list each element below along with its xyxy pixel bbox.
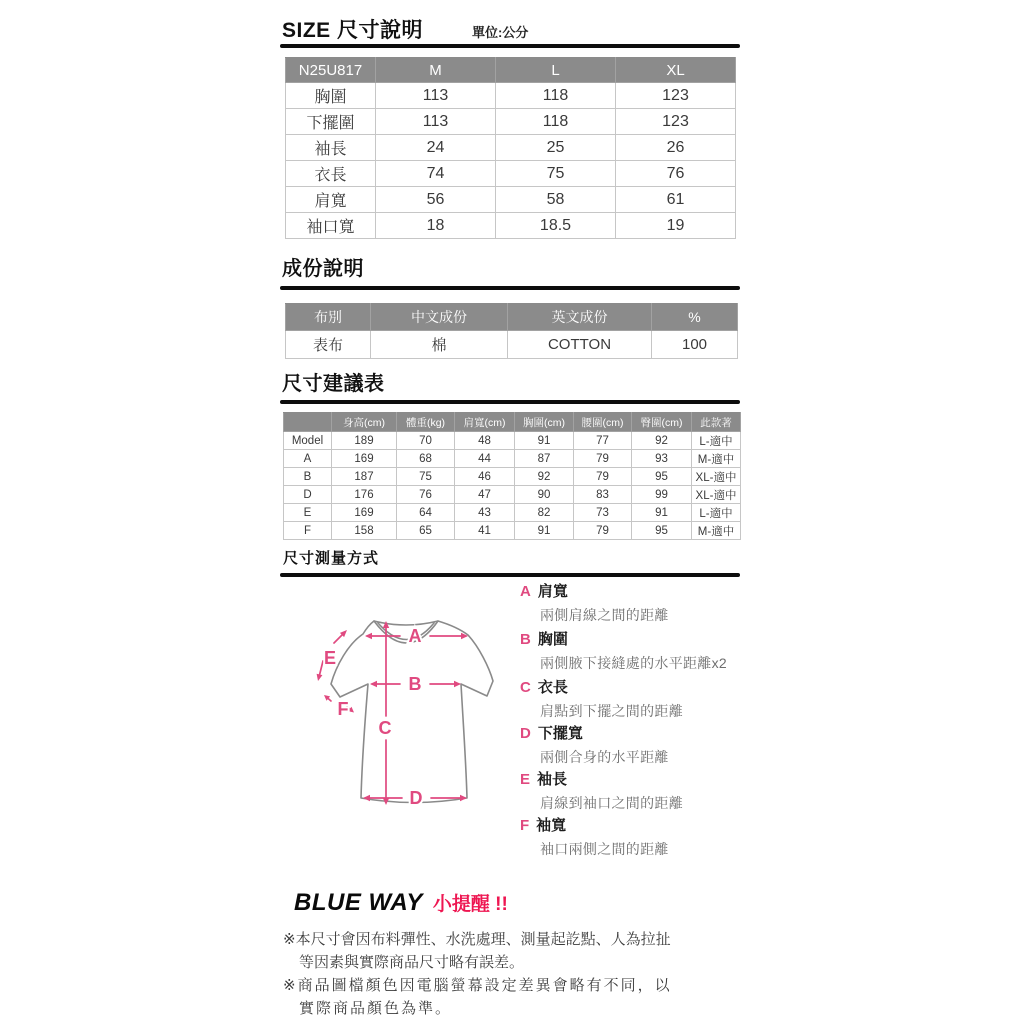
- table-row: [286, 187, 736, 213]
- measure-name: 袖寬: [536, 817, 567, 834]
- col-header: 身高(cm): [332, 413, 397, 432]
- table-row: [284, 486, 741, 504]
- measure-item-e: [520, 768, 745, 813]
- arrow-line-e-upper: [334, 634, 343, 643]
- cell-value: 70: [397, 432, 455, 450]
- size-col-header: XL: [616, 58, 736, 83]
- disclaimer-line: ※本尺寸會因布料彈性、水洗處理、測量起訖點、人為拉扯: [283, 931, 671, 948]
- cell-value: 90: [515, 486, 574, 504]
- cell-value: 76: [397, 486, 455, 504]
- diagram-letter-f: F: [337, 699, 349, 719]
- row-label: 胸圍: [286, 83, 376, 109]
- composition-section-title: 成份說明: [282, 258, 364, 280]
- cell-value: 79: [574, 450, 632, 468]
- measure-item-head: [520, 676, 745, 697]
- cell-value: M-適中: [692, 522, 741, 540]
- cell-value: 189: [332, 432, 397, 450]
- cell-value: 169: [332, 450, 397, 468]
- cell-value: 44: [455, 450, 515, 468]
- measure-item-b: [520, 628, 745, 673]
- measure-item-head: [520, 814, 745, 835]
- section-divider: [280, 44, 740, 48]
- cell-value: 99: [632, 486, 692, 504]
- measure-item-a: [520, 580, 745, 625]
- disclaimer-line: 等因素與實際商品尺寸略有誤差。: [299, 954, 525, 971]
- cell-value: 24: [376, 135, 496, 161]
- size-suggestion-table: [283, 412, 741, 540]
- col-header: 胸圍(cm): [515, 413, 574, 432]
- en-composition-cell: COTTON: [508, 331, 652, 359]
- measure-name: 袖長: [537, 771, 568, 788]
- brand-reminder-row: [294, 889, 508, 917]
- cell-value: 118: [496, 109, 616, 135]
- measure-item-head: [520, 580, 745, 601]
- row-label: 下擺圍: [286, 109, 376, 135]
- size-section-title: SIZE 尺寸說明: [282, 19, 424, 42]
- col-header: 中文成份: [371, 304, 508, 331]
- col-header: 肩寬(cm): [455, 413, 515, 432]
- table-row: [284, 522, 741, 540]
- cell-value: 65: [397, 522, 455, 540]
- percent-cell: 100: [652, 331, 738, 359]
- cell-value: 113: [376, 109, 496, 135]
- disclaimer-note-1: [283, 928, 740, 974]
- content-column: [280, 0, 740, 1024]
- cn-composition-cell: 棉: [371, 331, 508, 359]
- cell-value: 56: [376, 187, 496, 213]
- composition-header-row: [286, 304, 738, 331]
- cell-value: 176: [332, 486, 397, 504]
- row-label: B: [284, 468, 332, 486]
- cell-value: 123: [616, 83, 736, 109]
- section-divider: [280, 286, 740, 290]
- diagram-letter-c: C: [378, 718, 392, 738]
- size-table: [285, 57, 736, 239]
- table-row: [286, 161, 736, 187]
- col-header: 英文成份: [508, 304, 652, 331]
- cell-value: 82: [515, 504, 574, 522]
- table-row: [286, 331, 738, 359]
- measure-letter: C: [520, 679, 531, 696]
- cell-value: 79: [574, 468, 632, 486]
- table-row: [284, 450, 741, 468]
- cell-value: 91: [515, 432, 574, 450]
- cell-value: XL-適中: [692, 468, 741, 486]
- table-row: [286, 83, 736, 109]
- cell-value: 95: [632, 468, 692, 486]
- measure-desc: 肩點到下擺之間的距離: [540, 703, 683, 719]
- cell-value: 95: [632, 522, 692, 540]
- cell-value: 92: [515, 468, 574, 486]
- cell-value: 64: [397, 504, 455, 522]
- cell-value: 93: [632, 450, 692, 468]
- cell-value: 26: [616, 135, 736, 161]
- col-header: %: [652, 304, 738, 331]
- table-row: [286, 135, 736, 161]
- measure-name: 衣長: [537, 679, 568, 696]
- suggestion-header-row: [284, 413, 741, 432]
- size-col-header: L: [496, 58, 616, 83]
- cell-value: 92: [632, 432, 692, 450]
- row-label: 袖口寬: [286, 213, 376, 239]
- cell-value: M-適中: [692, 450, 741, 468]
- measure-name: 下擺寬: [537, 725, 583, 742]
- measure-letter: F: [520, 817, 530, 834]
- cell-value: 75: [496, 161, 616, 187]
- diagram-letter-a: A: [408, 626, 422, 646]
- measure-desc: 兩側肩線之間的距離: [540, 607, 669, 623]
- measure-desc: 袖口兩側之間的距離: [540, 841, 669, 857]
- cell-value: XL-適中: [692, 486, 741, 504]
- measure-desc: 肩線到袖口之間的距離: [540, 795, 683, 811]
- cell-value: 79: [574, 522, 632, 540]
- measure-letter: B: [520, 631, 531, 648]
- cell-value: 41: [455, 522, 515, 540]
- cell-value: 61: [616, 187, 736, 213]
- unit-label: 單位:公分: [472, 25, 529, 40]
- cell-value: 169: [332, 504, 397, 522]
- cell-value: 158: [332, 522, 397, 540]
- cell-value: 74: [376, 161, 496, 187]
- table-row: [284, 468, 741, 486]
- tshirt-outline: [331, 621, 493, 803]
- row-label: Model: [284, 432, 332, 450]
- disclaimer-line: 實際商品顏色為準。: [299, 1000, 453, 1017]
- table-row: [286, 109, 736, 135]
- cell-value: 43: [455, 504, 515, 522]
- row-label: A: [284, 450, 332, 468]
- cell-value: 91: [515, 522, 574, 540]
- measure-name: 胸圍: [537, 631, 568, 648]
- cell-value: 76: [616, 161, 736, 187]
- row-label: F: [284, 522, 332, 540]
- col-header: 此款著: [692, 413, 741, 432]
- col-header: 布別: [286, 304, 371, 331]
- measure-desc: 兩側腋下接縫處的水平距離x2: [540, 655, 727, 671]
- col-header: 體重(kg): [397, 413, 455, 432]
- cell-value: L-適中: [692, 432, 741, 450]
- cell-value: L-適中: [692, 504, 741, 522]
- measure-section-title: 尺寸測量方式: [283, 550, 380, 567]
- suggestion-section-title: 尺寸建議表: [282, 373, 385, 395]
- cell-value: 187: [332, 468, 397, 486]
- disclaimer-note-2: [283, 974, 743, 1020]
- table-row: [286, 213, 736, 239]
- measure-letter: E: [520, 771, 531, 788]
- cell-value: 75: [397, 468, 455, 486]
- cell-value: 58: [496, 187, 616, 213]
- row-label: E: [284, 504, 332, 522]
- cell-value: 68: [397, 450, 455, 468]
- composition-table: [285, 303, 738, 359]
- measure-name: 肩寬: [537, 583, 568, 600]
- cell-value: 118: [496, 83, 616, 109]
- disclaimer-line: ※商品圖檔顏色因電腦螢幕設定差異會略有不同，以: [283, 977, 672, 994]
- measure-item-head: [520, 768, 745, 789]
- cell-value: 46: [455, 468, 515, 486]
- measure-item-head: [520, 722, 745, 743]
- cell-value: 48: [455, 432, 515, 450]
- row-label: 袖長: [286, 135, 376, 161]
- size-col-header: M: [376, 58, 496, 83]
- cell-value: 87: [515, 450, 574, 468]
- table-row: [284, 432, 741, 450]
- measure-item-head: [520, 628, 745, 649]
- cell-value: 73: [574, 504, 632, 522]
- measure-item-f: [520, 814, 745, 859]
- reminder-label: 小提醒 !!: [432, 894, 508, 915]
- row-label: 衣長: [286, 161, 376, 187]
- col-header: 臀圍(cm): [632, 413, 692, 432]
- diagram-letter-b: B: [408, 674, 422, 694]
- cell-value: 18: [376, 213, 496, 239]
- row-label: D: [284, 486, 332, 504]
- measure-letter: A: [520, 583, 531, 600]
- measure-item-d: [520, 722, 745, 767]
- cell-value: 91: [632, 504, 692, 522]
- measure-desc: 兩側合身的水平距離: [540, 749, 669, 765]
- section-divider: [280, 573, 740, 577]
- cell-value: 19: [616, 213, 736, 239]
- measure-letter: D: [520, 725, 531, 742]
- cell-value: 18.5: [496, 213, 616, 239]
- fabric-type-cell: 表布: [286, 331, 371, 359]
- brand-logo: BLUE WAY: [294, 889, 423, 916]
- diagram-letter-e: E: [323, 648, 337, 668]
- cell-value: 113: [376, 83, 496, 109]
- cell-value: 47: [455, 486, 515, 504]
- cell-value: 77: [574, 432, 632, 450]
- measure-item-c: [520, 676, 745, 721]
- cell-value: 25: [496, 135, 616, 161]
- col-header: [284, 413, 332, 432]
- size-table-header-row: [286, 58, 736, 83]
- cell-value: 123: [616, 109, 736, 135]
- table-row: [284, 504, 741, 522]
- col-header: 腰圍(cm): [574, 413, 632, 432]
- product-code-cell: N25U817: [286, 58, 376, 83]
- cell-value: 83: [574, 486, 632, 504]
- tshirt-measurement-diagram: [290, 598, 520, 848]
- section-divider: [280, 400, 740, 404]
- diagram-letter-d: D: [409, 788, 423, 808]
- diagram-letters: [324, 626, 423, 808]
- row-label: 肩寬: [286, 187, 376, 213]
